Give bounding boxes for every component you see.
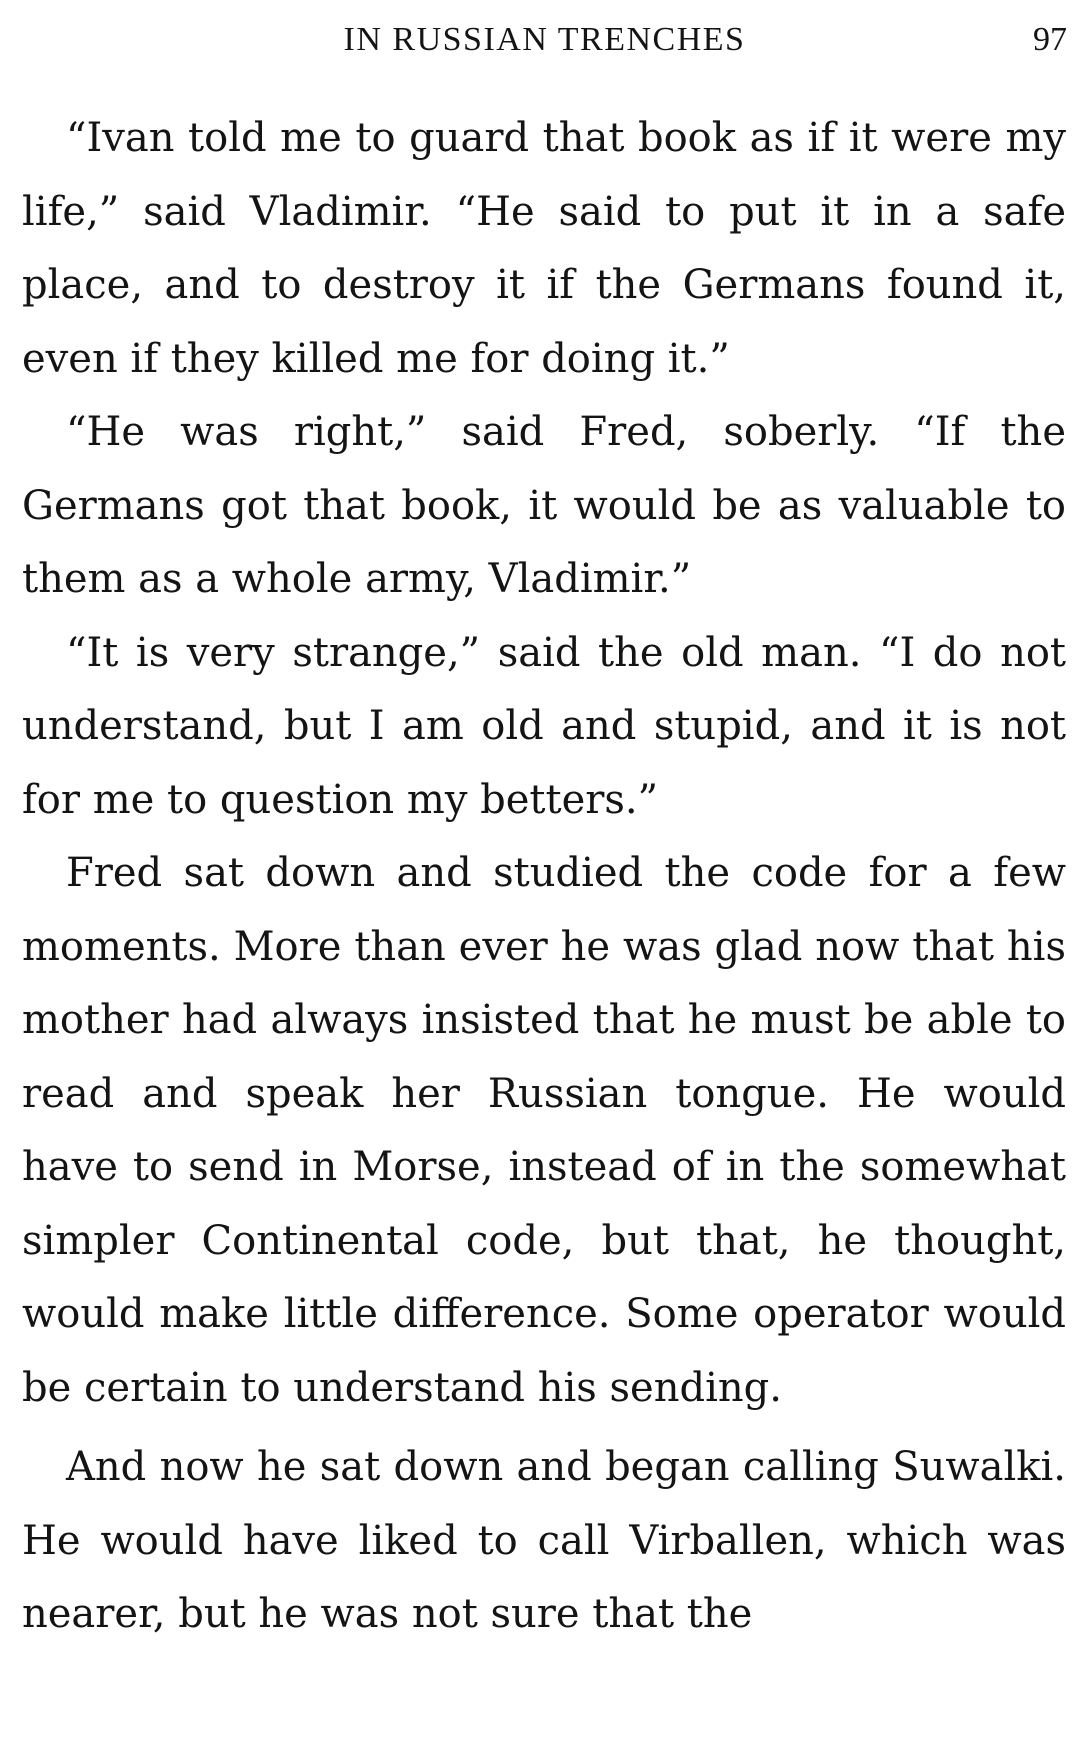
- body-text: [22, 102, 1066, 1652]
- running-head: [22, 18, 1067, 62]
- paragraph-2: “He was right,” said Fred, soberly. “If the Germans got that book, it would be as valuable to them as a whole army, Vladimir.”: [22, 409, 1066, 602]
- paragraph-5: And now he sat down and began calling Suwalki. He would have liked to call Virballen, which was nearer, but he was not sure that the: [22, 1444, 1066, 1637]
- paragraph-1: “Ivan told me to guard that book as if it were my life,” said Vladimir. “He said to put it in a safe place, and to destroy it if the Germans found it, even if they killed me for doing it.”: [22, 115, 1066, 382]
- paragraph-3: “It is very strange,” said the old man. “I do not understand, but I am old and stupid, and it is not for me to question my betters.”: [22, 629, 1066, 823]
- running-title: IN RUSSIAN TRENCHES: [343, 21, 746, 58]
- paragraph-4: Fred sat down and studied the code for a few moments. More than ever he was glad now that his mother had always insisted that he must be able to read and speak her Russian tongue. He would have to send in Morse, instead of in the somewhat simpler Continental code, but that, he thought, would make little difference. Some operator would be certain to understand his sending.: [22, 850, 1066, 1411]
- page-number: 97: [1033, 21, 1067, 58]
